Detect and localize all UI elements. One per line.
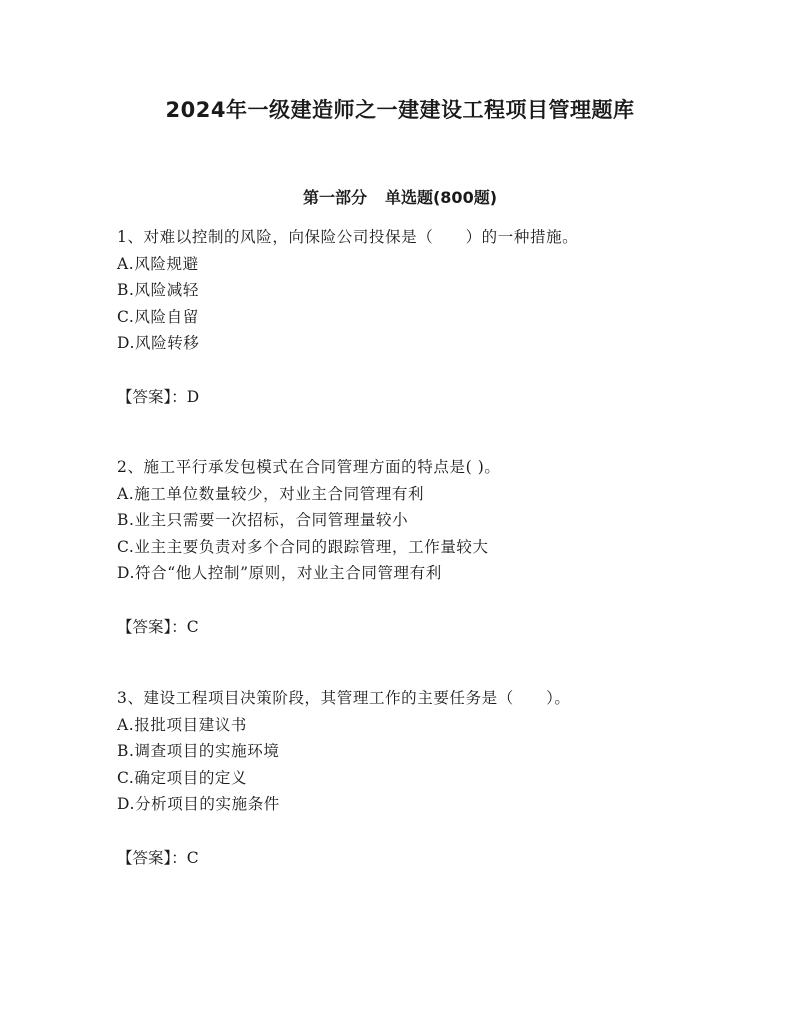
section-title xyxy=(0,185,800,208)
option-a: A.报批项目建议书 xyxy=(117,715,248,734)
question-2 xyxy=(117,454,757,640)
question-1 xyxy=(117,224,757,410)
option-b: B.调查项目的实施环境 xyxy=(117,742,280,760)
option-a: A.施工单位数量较少，对业主合同管理有利 xyxy=(117,484,425,503)
option-c: C.业主主要负责对多个合同的跟踪管理，工作量较大 xyxy=(117,537,489,556)
question-stem: 3、建设工程项目决策阶段，其管理工作的主要任务是（ ）。 xyxy=(117,689,571,707)
option-c: C.风险自留 xyxy=(117,307,199,326)
option-d: D.符合“他人控制”原则，对业主合同管理有利 xyxy=(117,564,442,582)
answer-label: 【答案】： xyxy=(117,387,187,406)
section-heading: 单选题(800题) xyxy=(384,188,498,207)
answer-label: 【答案】： xyxy=(117,617,187,636)
option-c: C.确定项目的定义 xyxy=(117,768,248,787)
answer-value: C xyxy=(186,848,199,867)
answer-line xyxy=(117,384,757,410)
answer-line xyxy=(117,845,757,871)
question-3 xyxy=(117,685,757,871)
option-d: D.风险转移 xyxy=(117,334,200,352)
section-part: 第一部分 xyxy=(302,188,367,207)
option-b: B.风险减轻 xyxy=(117,281,199,299)
answer-label: 【答案】： xyxy=(117,848,187,867)
question-stem: 2、施工平行承发包模式在合同管理方面的特点是( )。 xyxy=(117,458,501,476)
answer-line xyxy=(117,614,757,640)
answer-value: D xyxy=(186,387,200,406)
option-b: B.业主只需要一次招标，合同管理量较小 xyxy=(117,511,409,529)
option-d: D.分析项目的实施条件 xyxy=(117,795,280,813)
question-stem: 1、对难以控制的风险，向保险公司投保是（ ）的一种措施。 xyxy=(117,228,579,246)
option-a: A.风险规避 xyxy=(117,254,199,273)
document-title: 2024年一级建造师之一建建设工程项目管理题库 xyxy=(165,98,635,122)
answer-value: C xyxy=(186,617,199,636)
